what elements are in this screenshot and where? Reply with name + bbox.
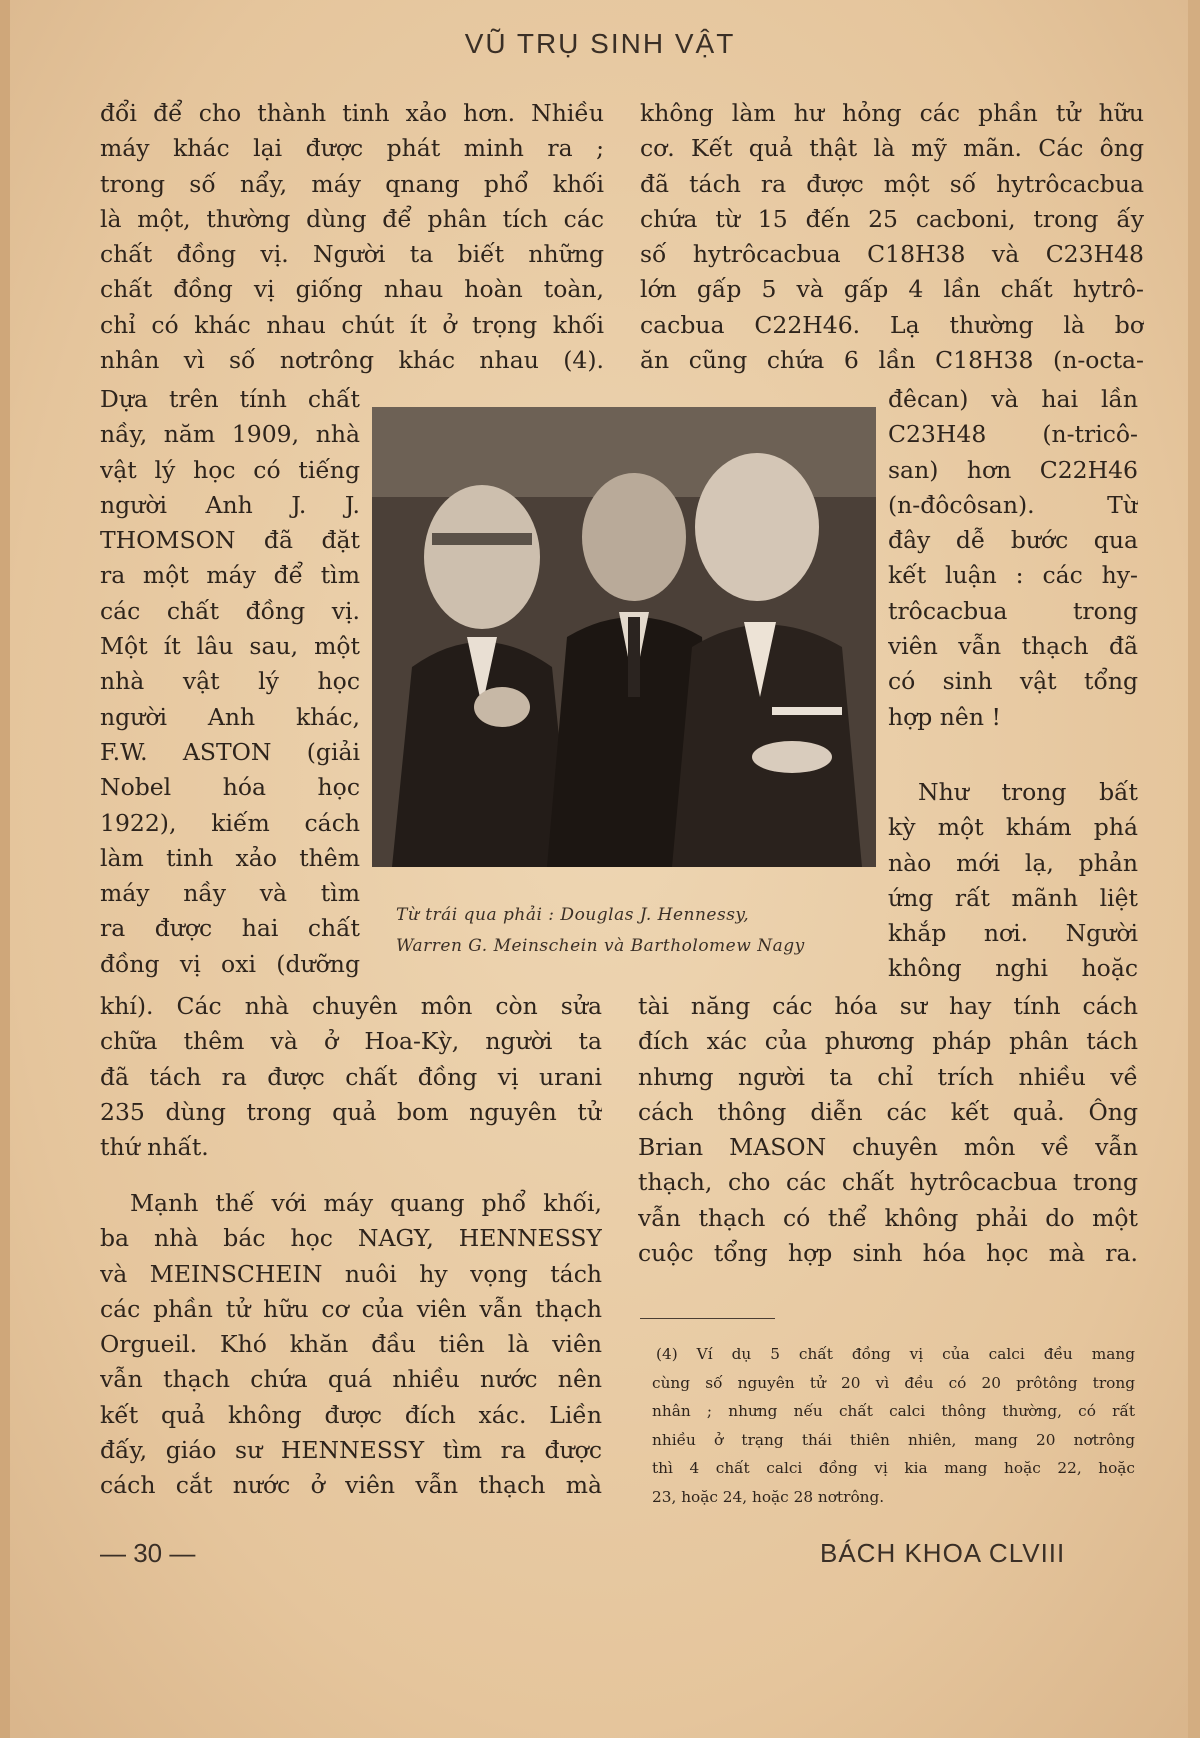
text-line: Như trong bất (918, 778, 1138, 806)
paragraph-reaction (888, 775, 1138, 987)
text-line: đấy, giáo sư HENNESSY tìm ra được (100, 1436, 602, 1465)
text-line: viên vẫn thạch đã (888, 632, 1138, 661)
footnote-line: (4) Ví dụ 5 chất đồng vị của calci đều mang (656, 1345, 1135, 1363)
footnote-line: cùng số nguyên tử 20 vì đều có 20 prôtông trong (652, 1373, 1135, 1392)
text-line: đồng vị oxi (dưỡng (100, 949, 360, 978)
text-line: vật lý học có tiếng (100, 455, 360, 484)
caption-line: Từ trái qua phải : Douglas J. Hennessy, (396, 905, 750, 925)
text-line: thạch, cho các chất hytrôcacbua trong (638, 1168, 1138, 1197)
text-line: Mạnh thế với máy quang phổ khối, (130, 1189, 602, 1217)
text-line: ứng rất mãnh liệt (888, 883, 1138, 912)
text-line: đổi để cho thành tinh xảo hơn. Nhiều (100, 99, 604, 127)
text-line: đích xác của phương pháp phân tách (638, 1027, 1138, 1056)
text-line: lớn gấp 5 và gấp 4 lần chất hytrô- (640, 275, 1144, 304)
text-line: các phần tử hữu cơ của viên vẫn thạch (100, 1294, 602, 1323)
text-line: ra được hai chất (100, 914, 360, 943)
footnote-line: thì 4 chất calci đồng vị kia mang hoặc 22, hoặc (652, 1459, 1135, 1477)
text-line: cách thông diễn các kết quả. Ông (638, 1097, 1138, 1126)
footnote-line: 23, hoặc 24, hoặc 28 nơtrông. (652, 1487, 885, 1506)
left-column-beside-photo (100, 382, 360, 982)
text-line: ra một máy để tìm (100, 561, 360, 590)
text-line: đêcan) và hai lần (888, 385, 1138, 413)
text-line: khắp nơi. Người (888, 919, 1138, 948)
text-line: các chất đồng vị. (100, 596, 360, 625)
left-column-bottom (100, 989, 602, 1165)
photo-illustration (372, 407, 876, 867)
left-column-top (100, 96, 604, 378)
text-line: F.W. ASTON (giải (100, 737, 360, 766)
magazine-issue: BÁCH KHOA CLVIII (820, 1538, 1066, 1568)
text-line: C23H48 (n-tricô- (888, 420, 1138, 449)
text-line: trong số nẩy, máy qnang phổ khối (100, 169, 604, 198)
text-line: Nobel hóa học (100, 773, 360, 802)
text-line: nầy, năm 1909, nhà (100, 420, 360, 449)
text-line: THOMSON đã đặt (100, 526, 360, 555)
text-line: đã tách ra được một số hytrôcacbua (640, 169, 1144, 198)
text-line: kết quả không được đích xác. Liền (100, 1400, 602, 1429)
text-line: người Anh J. J. (100, 490, 360, 519)
text-line: chất đồng vị. Người ta biết những (100, 240, 604, 269)
footnote-divider (640, 1318, 775, 1319)
text-line: nhà vật lý học (100, 667, 360, 696)
text-line: trôcacbua trong (888, 596, 1138, 625)
text-line: số hytrôcacbua C18H38 và C23H48 (640, 240, 1144, 269)
paragraph-mass-spectrometer (100, 1186, 602, 1504)
text-line: không làm hư hỏng các phần tử hữu (640, 99, 1144, 127)
photo-caption (396, 900, 866, 962)
text-line: làm tinh xảo thêm (100, 843, 360, 872)
footnote-line: nhân ; nhưng nếu chất calci thông thường, có rất (652, 1402, 1135, 1420)
text-line: khí). Các nhà chuyên môn còn sửa (100, 992, 602, 1020)
text-line: san) hơn C22H46 (888, 455, 1138, 484)
text-line: có sinh vật tổng (888, 667, 1138, 696)
text-line: kỳ một khám phá (888, 813, 1138, 842)
text-line: vẫn thạch chứa quá nhiều nước nên (100, 1365, 602, 1394)
text-line: nào mới lạ, phản (888, 848, 1138, 877)
text-line: không nghi hoặc (888, 954, 1138, 983)
text-line: ba nhà bác học NAGY, HENNESSY (100, 1224, 602, 1253)
caption-line: Warren G. Meinschein và Bartholomew Nagy (396, 936, 805, 956)
text-line: là một, thường dùng để phân tích các (100, 204, 604, 233)
text-line: Brian MASON chuyên môn về vẫn (638, 1133, 1138, 1162)
text-line: đây dễ bước qua (888, 526, 1138, 555)
right-column-beside-photo (888, 382, 1138, 735)
text-line: Một ít lâu sau, một (100, 632, 360, 661)
text-line: và MEINSCHEIN nuôi hy vọng tách (100, 1259, 602, 1288)
text-line: cách cắt nước ở viên vẫn thạch mà (100, 1471, 602, 1500)
text-line: 1922), kiếm cách (100, 808, 360, 837)
text-line: vẫn thạch có thể không phải do một (638, 1203, 1138, 1232)
text-line: cacbua C22H46. Lạ thường là bơ (640, 310, 1144, 339)
text-line: Dựa trên tính chất (100, 385, 360, 413)
text-line: hợp nên ! (888, 702, 1001, 731)
page-edge-right (1188, 0, 1200, 1738)
text-line: tài năng các hóa sư hay tính cách (638, 992, 1138, 1020)
text-line: nhưng người ta chỉ trích nhiều về (638, 1062, 1138, 1091)
text-line: máy nầy và tìm (100, 879, 360, 908)
text-line: Orgueil. Khó khăn đầu tiên là viên (100, 1330, 602, 1359)
text-line: 235 dùng trong quả bom nguyên tử (100, 1097, 602, 1126)
text-line: đã tách ra được chất đồng vị urani (100, 1062, 602, 1091)
footnote-line: nhiều ở trạng thái thiên nhiên, mang 20 nơtrông (652, 1430, 1135, 1449)
scientists-photo (372, 407, 876, 867)
text-line: người Anh khác, (100, 702, 360, 731)
text-line: chữa thêm và ở Hoa-Kỳ, người ta (100, 1027, 602, 1056)
page-header: VŨ TRỤ SINH VẬT (464, 28, 736, 59)
text-line: thứ nhất. (100, 1133, 209, 1162)
text-line: kết luận : các hy- (888, 561, 1138, 590)
text-line: cơ. Kết quả thật là mỹ mãn. Các ông (640, 134, 1144, 163)
right-column-top (640, 96, 1144, 378)
text-line: nhân vì số nơtrông khác nhau (4). (100, 346, 604, 375)
text-line: cuộc tổng hợp sinh hóa học mà ra. (638, 1239, 1138, 1268)
text-line: (n-đôcôsan). Từ (888, 490, 1138, 519)
page-edge-left (0, 0, 10, 1738)
footnote (652, 1340, 1135, 1511)
text-line: ăn cũng chứa 6 lần C18H38 (n-octa- (640, 346, 1144, 375)
text-line: chỉ có khác nhau chút ít ở trọng khối (100, 310, 604, 339)
text-line: chất đồng vị giống nhau hoàn toàn, (100, 275, 604, 304)
page-number: — 30 — (100, 1538, 196, 1568)
text-line: chứa từ 15 đến 25 cacboni, trong ấy (640, 204, 1144, 233)
right-column-bottom (638, 989, 1138, 1271)
text-line: máy khác lại được phát minh ra ; (100, 134, 604, 163)
